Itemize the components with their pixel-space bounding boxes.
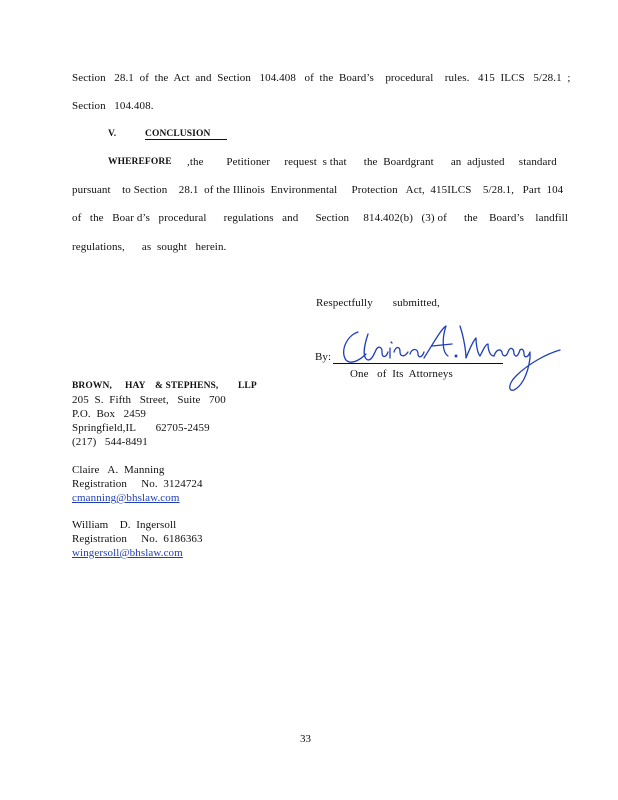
- wherefore-label: WHEREFORE: [108, 157, 172, 167]
- paragraph-line: regulations, as sought herein.: [72, 241, 227, 253]
- paragraph-line: Section 104.408.: [72, 100, 154, 112]
- page-number: 33: [300, 733, 311, 745]
- paragraph-line: Section 28.1 of the Act and Section 104.408 of the Board’s procedural rules. 415 ILCS 5/28.1 ;: [72, 72, 571, 84]
- firm-name-part: HAY: [125, 381, 146, 391]
- paragraph-line: of the Boar d’s procedural regulations and Section 814.402(b) (3) of the Board’s landfill: [72, 212, 568, 224]
- attorney-registration: Registration No. 3124724: [72, 478, 203, 490]
- paragraph-line: ,the Petitioner request s that the Boardgrant an adjusted standard: [187, 156, 557, 168]
- section-heading: CONCLUSION: [145, 129, 227, 140]
- firm-name-part: & STEPHENS,: [155, 381, 219, 391]
- firm-address: Springfield,IL 62705-2459: [72, 422, 210, 434]
- signature-line: [333, 363, 503, 364]
- firm-name-part: BROWN,: [72, 381, 112, 391]
- section-number: V.: [108, 129, 117, 139]
- paragraph-line: pursuant to Section 28.1 of the Illinois Environmental Protection Act, 415ILCS 5/28.1, Part 104: [72, 184, 564, 196]
- firm-phone: (217) 544-8491: [72, 436, 148, 448]
- respectfully-submitted: Respectfully submitted,: [316, 297, 440, 309]
- attorney-registration: Registration No. 6186363: [72, 533, 203, 545]
- one-of-its-attorneys: One of Its Attorneys: [350, 368, 453, 380]
- attorney-email-link[interactable]: cmanning@bhslaw.com: [72, 492, 180, 504]
- by-label: By:: [315, 351, 332, 363]
- attorney-name: Claire A. Manning: [72, 464, 165, 476]
- firm-name-part: LLP: [238, 381, 257, 391]
- attorney-name: William D. Ingersoll: [72, 519, 177, 531]
- handwritten-signature: [338, 318, 563, 398]
- firm-address: 205 S. Fifth Street, Suite 700: [72, 394, 226, 406]
- firm-address: P.O. Box 2459: [72, 408, 147, 420]
- attorney-email-link[interactable]: wingersoll@bhslaw.com: [72, 547, 183, 559]
